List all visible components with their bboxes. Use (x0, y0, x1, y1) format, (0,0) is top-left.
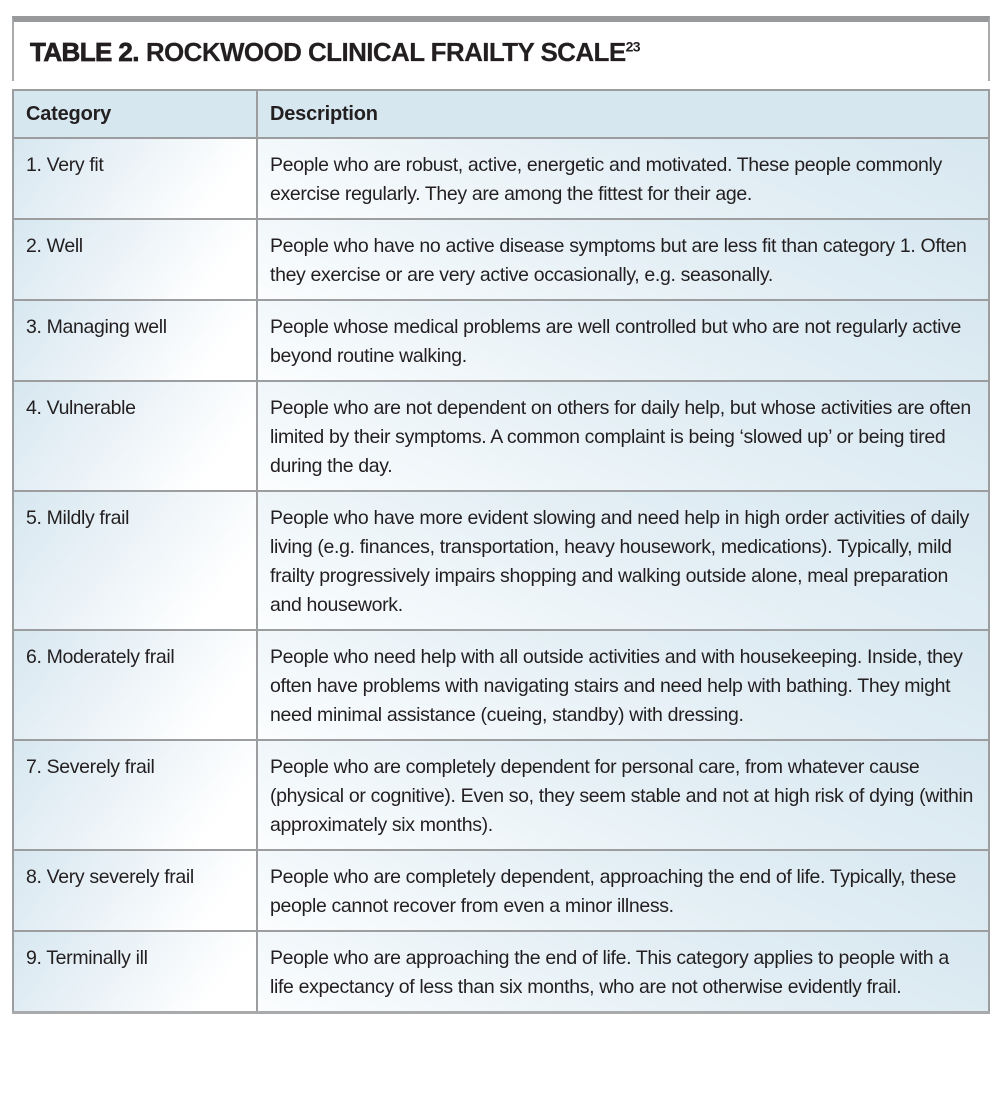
category-cell: 7. Severely frail (13, 740, 257, 850)
category-column-header: Category (13, 90, 257, 138)
table-row (13, 381, 989, 491)
reference-superscript: 23 (625, 38, 640, 55)
description-cell: People who are completely dependent, approaching the end of life. Typically, these people cannot recover from even a minor illness. (257, 850, 989, 931)
table-row (13, 219, 989, 300)
category-cell: 5. Mildly frail (13, 491, 257, 630)
table-title-text: ROCKWOOD CLINICAL FRAILTY SCALE (145, 37, 626, 67)
description-cell: People who are not dependent on others for daily help, but whose activities are often limited by their symptoms. A common complaint is being ‘slowed up’ or being tired during the day. (257, 381, 989, 491)
category-cell: 1. Very fit (13, 138, 257, 219)
category-cell: 4. Vulnerable (13, 381, 257, 491)
table-row (13, 850, 989, 931)
table-figure (12, 16, 990, 1014)
description-cell: People who are robust, active, energetic and motivated. These people commonly exercise regularly. They are among the fittest for their age. (257, 138, 989, 219)
table-title (30, 38, 972, 67)
category-cell: 2. Well (13, 219, 257, 300)
table-number-label: TABLE 2. (30, 37, 139, 67)
description-cell: People who have more evident slowing and need help in high order activities of daily living (e.g. finances, transportation, heavy housework, medications). Typically, mild frailty progressively impairs shopping and walking outside alone, meal preparation and housework. (257, 491, 989, 630)
table-row (13, 138, 989, 219)
table-row (13, 630, 989, 740)
table-row (13, 300, 989, 381)
frailty-scale-table (12, 89, 990, 1014)
category-cell: 9. Terminally ill (13, 931, 257, 1013)
table-row (13, 740, 989, 850)
description-cell: People who are completely dependent for personal care, from whatever cause (physical or cognitive). Even so, they seem stable and not at high risk of dying (within approximately six months). (257, 740, 989, 850)
description-cell: People who need help with all outside activities and with housekeeping. Inside, they often have problems with navigating stairs and need help with bathing. They might need minimal assistance (cueing, standby) with dressing. (257, 630, 989, 740)
description-column-header: Description (257, 90, 989, 138)
table-row (13, 491, 989, 630)
table-body (13, 138, 989, 1013)
description-cell: People whose medical problems are well controlled but who are not regularly active beyond routine walking. (257, 300, 989, 381)
category-cell: 3. Managing well (13, 300, 257, 381)
header-row (13, 90, 989, 138)
description-cell: People who have no active disease symptoms but are less fit than category 1. Often they exercise or are very active occasionally, e.g. seasonally. (257, 219, 989, 300)
category-cell: 8. Very severely frail (13, 850, 257, 931)
description-cell: People who are approaching the end of life. This category applies to people with a life expectancy of less than six months, who are not otherwise evidently frail. (257, 931, 989, 1013)
table-title-box (12, 16, 990, 81)
table-row (13, 931, 989, 1013)
category-cell: 6. Moderately frail (13, 630, 257, 740)
